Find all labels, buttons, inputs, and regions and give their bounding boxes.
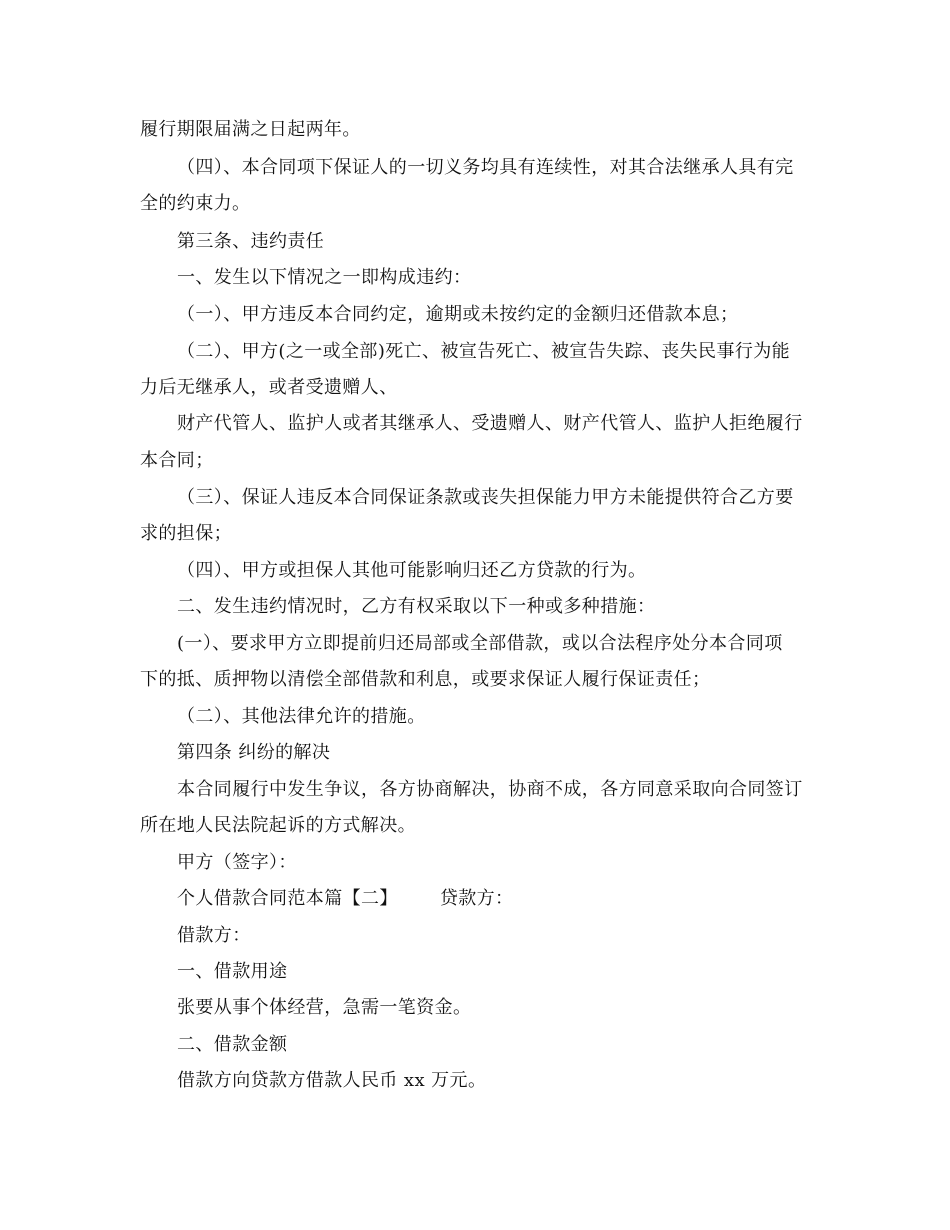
text-line: 二、发生违约情况时，乙方有权采取以下一种或多种措施： (177, 596, 656, 617)
lender-label: 贷款方： (439, 888, 514, 909)
borrower-label: 借款方： (177, 925, 251, 946)
section-heading: 二、借款金额 (177, 1034, 288, 1055)
text-line: （四）、甲方或担保人其他可能影响归还乙方贷款的行为。 (177, 560, 647, 581)
text-line: 下的抵、质押物以清偿全部借款和利息，或要求保证人履行保证责任； (140, 669, 711, 690)
text-line: 力后无继承人，或者受遗赠人、 (140, 377, 398, 398)
section-heading: 第四条 纠纷的解决 (177, 742, 331, 763)
text-line: 本合同履行中发生争议，各方协商解决，协商不成，各方同意采取向合同签订 (177, 779, 803, 800)
text-line: 本合同； (140, 450, 214, 471)
text-line (177, 887, 857, 911)
text-line: 张要从事个体经营，急需一笔资金。 (177, 997, 472, 1018)
text-line: （二）、其他法律允许的措施。 (177, 706, 426, 727)
text-line: 所在地人民法院起诉的方式解决。 (140, 815, 416, 836)
signature-line: 甲方（签字）： (177, 852, 297, 873)
section-heading: 第三条、违约责任 (177, 231, 325, 252)
text-line: 财产代管人、监护人或者其继承人、受遗赠人、财产代管人、监护人拒绝履行 (177, 413, 803, 434)
text-line: （一）、甲方违反本合同约定，逾期或未按约定的金额归还借款本息； (177, 304, 739, 325)
text-line: 全的约束力。 (140, 193, 251, 214)
text-line: 求的担保； (140, 523, 232, 544)
text-line: (一）、要求甲方立即提前归还局部或全部借款，或以合法程序处分本合同项 (177, 633, 783, 654)
section-heading: 一、借款用途 (177, 961, 288, 982)
text-line: （二）、甲方(之一或全部)死亡、被宣告死亡、被宣告失踪、丧失民事行为能 (177, 341, 791, 362)
text-line: 一、发生以下情况之一即构成违约： (177, 267, 472, 288)
text-line: （四）、本合同项下保证人的一切义务均具有连续性，对其合法继承人具有完 (177, 157, 794, 178)
text-line: 借款方向贷款方借款人民币 xx 万元。 (177, 1070, 487, 1091)
text-line: （三）、保证人违反本合同保证条款或丧失担保能力甲方未能提供符合乙方要 (177, 487, 794, 508)
text-line: 履行期限届满之日起两年。 (140, 119, 361, 140)
contract-title: 个人借款合同范本篇【二】 (177, 888, 398, 909)
